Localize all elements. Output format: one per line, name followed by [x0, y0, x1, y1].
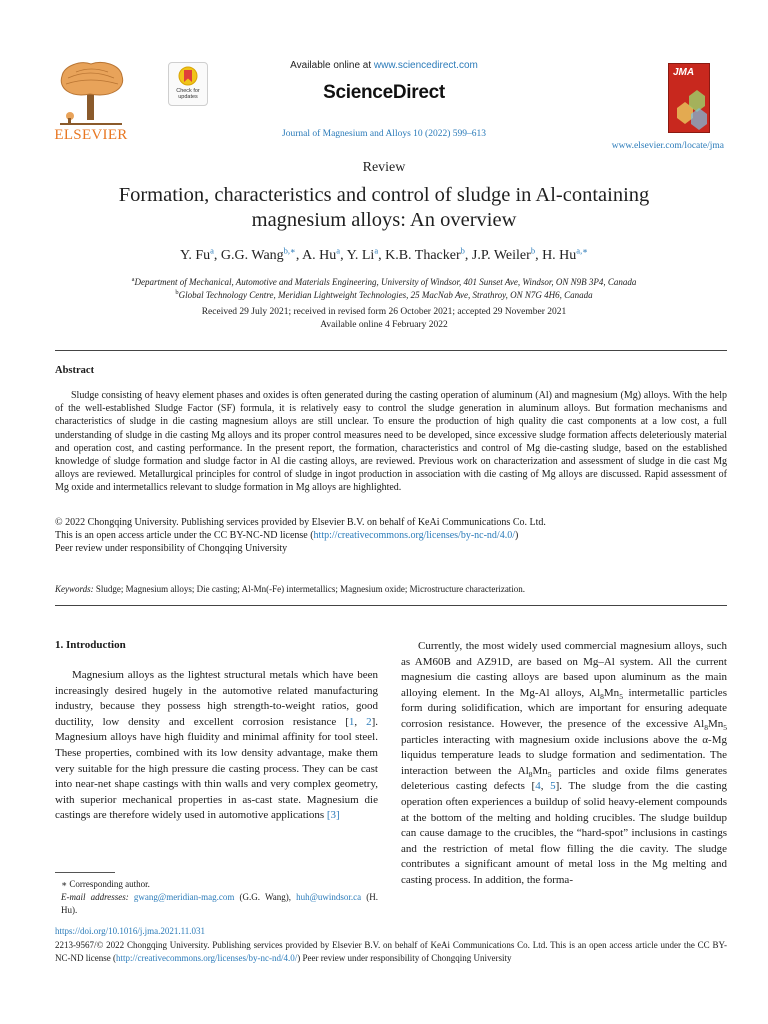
footnote: ∗ Corresponding author. E-mail addresses: gwang@meridian-mag.com (G.G. Wang), huh@uwindsor.ca (H. Hu). [61, 879, 378, 915]
author-name[interactable]: Y. Fu [180, 248, 211, 263]
journal-cover[interactable] [668, 63, 710, 133]
elsevier-journal-link[interactable]: www.elsevier.com/locate/jma [611, 141, 724, 151]
sciencedirect-link[interactable]: www.sciencedirect.com [373, 60, 478, 71]
corresponding-author-note: Corresponding author. [69, 879, 150, 889]
affiliation-b: $^b$Global Technology Centre, Meridian Lightweight Technologies, 25 MacNab Ave, Strathroy, ON N7G 4H6, Canada [175, 289, 593, 300]
author-affiliation-mark[interactable]: a,∗ [576, 245, 588, 256]
open-access-line: This is an open access article under the CC BY-NC-ND license (http://creativecommons.org/licenses/by-nc-nd/4.0/) [55, 530, 519, 541]
peer-review-line: Peer review under responsibility of Chongqing University [55, 543, 288, 554]
author-list: Y. Fu$^a$, G.G. Wang$^{b,∗}$, A. Hu$^a$, Y. Li$^a$, K.B. Thacker$^b$, J.P. Weiler$^b$, H. $Hu^{a,∗}$ [180, 245, 588, 263]
sciencedirect-brand: ScienceDirect [323, 82, 445, 103]
email-label: E-mail addresses: [61, 892, 129, 902]
reference-link[interactable]: 4 [535, 780, 541, 793]
author-affiliation-mark[interactable]: b,∗ [283, 245, 296, 256]
received-dates: Received 29 July 2021; received in revised form 26 October 2021; accepted 29 November 2021 [201, 307, 567, 317]
left-column-text: Magnesium alloys as the lightest structural metals which have been increasingly desired hugely in the automotive related manufacturing industry, because they possess high strength-to-weight ratios, good ductility, low density and excellent corrosion resistance [1, 2]. Magnesium alloys have high fluidity and minimal affinity for tool steel. These properties, combined with its low density advantage, make them very suitable for the high pressure die casting process. They can be cast into near-net shape castings with thin walls and very complex geometry, with superior mechanical properties in as-cast state. Magnesium die castings are therefore widely used in automotive applications [3] [55, 669, 378, 822]
email-link[interactable]: huh@uwindsor.ca [296, 892, 362, 902]
keywords-label: Keywords: [55, 584, 94, 594]
author-name[interactable]: J.P. Weiler [471, 248, 531, 263]
author-affiliation-mark[interactable]: a [210, 245, 214, 256]
elsevier-wordmark: ELSEVIER [54, 127, 128, 143]
issn-license-line: 2213-9567/© 2022 Chongqing University. Publishing services provided by Elsevier B.V. on behalf of KeAi Communications Co. Ltd. This is an open access article under the CC BY-NC-ND license (http://creativecommons.org/licenses/by-nc-nd/4.0/) Peer review under responsibility of Chongqing University [55, 940, 727, 963]
abstract-copyright: © 2022 Chongqing University. Publishing services provided by Elsevier B.V. on behalf of KeAi Communications Co. Ltd. [55, 517, 546, 528]
abstract-heading: Abstract [55, 365, 95, 376]
article-title: Formation, characteristics and control of sludge in Al-containing magnesium alloys: An overview [118, 184, 650, 231]
author-name[interactable]: Y. Li [346, 248, 375, 263]
available-online [0, 60, 768, 71]
license-link[interactable]: http://creativecommons.org/licenses/by-nc-nd/4.0/ [313, 530, 515, 541]
check-updates-label: Check for updates [176, 88, 200, 100]
journal-citation[interactable]: Journal of Magnesium and Alloys 10 (2022) 599–613 [282, 129, 486, 139]
footnote-divider [55, 872, 115, 873]
reference-link[interactable]: 1 [348, 715, 355, 728]
author-name[interactable]: G.G. Wang [220, 248, 284, 263]
reference-link[interactable]: [3] [326, 809, 340, 822]
right-column-text: Currently, the most widely used commercial magnesium alloys, such as AM60B and AZ91D, are based on Mg–Al system. All the current magnesium die casting alloys are based upon aluminum as the main alloying element. In the Mg-Al alloys, $Al_8Mn_5$ intermetallic particles form during solidification, which are important for ensuring adequate corrosion resistance. However, the presence of the excessive $Al_8Mn_5$ particles interacting with magnesium oxide inclusions above the α-Mg liquidus temperature leads to sludge formation and sedimentation. The interaction between the $Al_8Mn_5$ particles and oxide films generates deleterious casting defects [4, 5]. The sludge from the die casting operation often experiences a buildup of solid heavy-element compounds at the bottom of the melting and holding crucibles. The sludge buildup can cause damage to the crucibles, the “hard-spot” inclusions in castings and the restriction of metal flow filling the die cavity. The sludge contributes a significant amount of metal loss in the Mg melting and casting process. In addition, the forma- [401, 640, 727, 886]
affiliation-a: $^a$Department of Mechanical, Automotive and Materials Engineering, University of Windsor, 401 Sunset Ave, Windsor, ON N9B 3P4, Canada [131, 276, 637, 287]
author-name[interactable]: K.B. Thacker [385, 248, 461, 263]
cover-art-icon [669, 78, 710, 133]
reference-link[interactable]: 2 [366, 715, 372, 728]
author-affiliation-mark[interactable]: b [460, 245, 465, 256]
license-link[interactable]: http://creativecommons.org/licenses/by-nc-nd/4.0/ [115, 952, 298, 963]
divider [55, 605, 727, 606]
author-name[interactable]: H. Hu [542, 248, 577, 263]
email-link[interactable]: gwang@meridian-mag.com [133, 892, 235, 902]
section-heading: 1. Introduction [55, 639, 126, 651]
author-affiliation-mark[interactable]: a [374, 245, 379, 256]
cover-title: JMA [673, 67, 695, 78]
divider [55, 350, 727, 351]
author-affiliation-mark[interactable]: a [336, 245, 341, 256]
keywords-text: Sludge; Magnesium alloys; Die casting; Al-Mn(-Fe) intermetallics; Magnesium oxide; Microstructure characterization. [93, 584, 526, 594]
available-prefix: Available online at [290, 60, 374, 71]
abstract-text: Sludge consisting of heavy element phases and oxides is often generated during the casting operation of aluminum (Al) and magnesium (Mg) alloys. With the help of the well-established Sludge Factor (SF) formula, it is relatively easy to control the sludge generation in aluminum alloys. But formation mechanisms and characteristics of sludge in die casting magnesium alloys are still unclear. To ensure the production of high quality die cast components at a low cost, a full understanding of sludge in die casting Mg alloys and its proper control measures need to be developed, since excessive sludge formation affects deleteriously material and operation cost, and casting performance. In the present report, the formation, characteristics and control of Mg die-casting sludge, based on the established knowledge of sludge formation and sludge factor in Al die casting alloys, are reviewed. Previous work on characterization and assessment of sludge in die cast Mg alloys are reviewed. Metallurgical principles for control of sludge in ingot production in association with die casting of Mg alloys are discussed. Rapid assessment of Mg oxide and intermetallics relevant to sludge formation in Mg alloys are highlighted. [55, 390, 727, 494]
article-type: Review [362, 160, 406, 175]
doi-link[interactable]: https://doi.org/10.1016/j.jma.2021.11.031 [55, 926, 206, 936]
author-affiliation-mark[interactable]: b [530, 245, 536, 256]
keywords [55, 584, 525, 594]
author-name[interactable]: A. Hu [302, 248, 337, 263]
available-online-date: Available online 4 February 2022 [320, 320, 448, 330]
reference-link[interactable]: 5 [550, 780, 556, 793]
